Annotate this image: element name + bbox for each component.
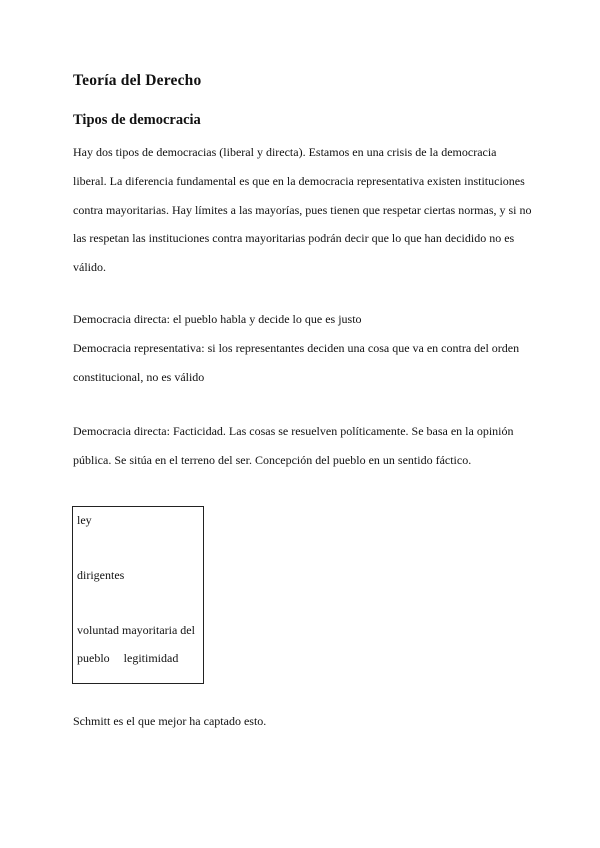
paragraph-direct-facticity: Democracia directa: Facticidad. Las cosas se resuelven políticamente. Se basa en la opinión pública. Se sitúa en el terreno del ser. Concepción del pueblo en un sentido fáctico. [73, 424, 514, 467]
box-label-pueblo: pueblo [77, 651, 110, 665]
document-title: Teoría del Derecho [73, 72, 202, 89]
diagram-box [72, 506, 204, 684]
box-label-legitimidad: legitimidad [123, 651, 179, 665]
paragraph-direct-definition: Democracia directa: el pueblo habla y decide lo que es justo [73, 312, 362, 326]
box-label-dirigentes: dirigentes [77, 568, 125, 582]
section-title: Tipos de democracia [73, 112, 201, 128]
box-label-row [77, 651, 178, 666]
box-label-voluntad: voluntad mayoritaria del [77, 623, 195, 637]
paragraph-representative-definition: Democracia representativa: si los representantes deciden una cosa que va en contra del orden constitucional, no es válido [73, 341, 520, 384]
paragraph-closing: Schmitt es el que mejor ha captado esto. [73, 714, 267, 728]
box-label-ley: ley [77, 513, 92, 527]
paragraph-intro: Hay dos tipos de democracias (liberal y directa). Estamos en una crisis de la democracia liberal. La diferencia fundamental es que en la democracia representativa existen instituciones contra mayoritarias. Hay límites a las mayorías, pues tienen que respetar ciertas normas, y si no las respetan las instituciones contra mayoritarias podrán decir que lo que han decidido no es válido. [73, 145, 532, 275]
